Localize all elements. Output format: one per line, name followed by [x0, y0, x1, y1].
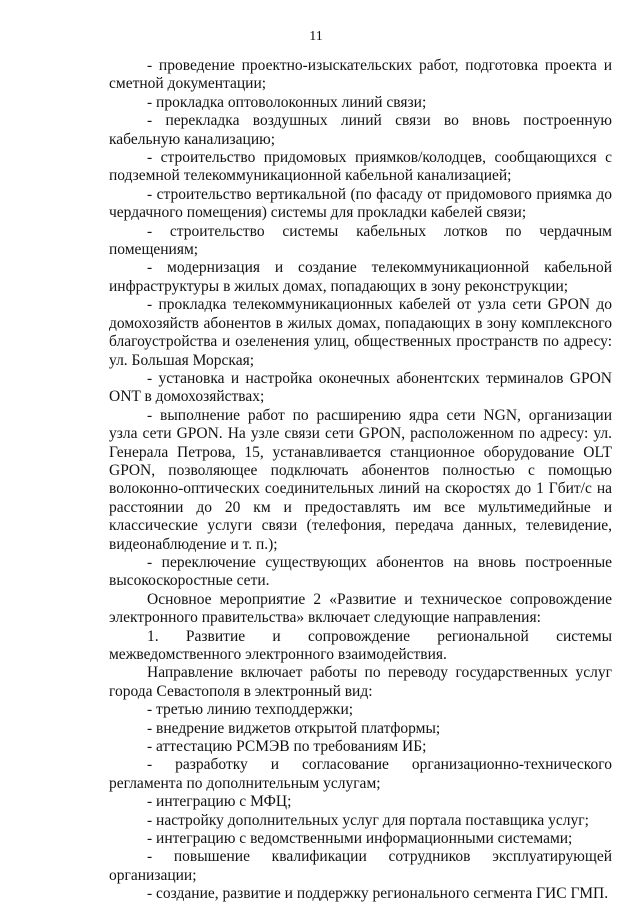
paragraph: - интеграцию с ведомственными информационными системами;	[147, 830, 573, 848]
paragraph: Основное мероприятие 2 «Развитие и техническое сопровождение электронного правительства» включает следующие направления:	[109, 590, 612, 627]
paragraph: - строительство придомовых приямков/колодцев, сообщающихся с подземной телекоммуникационной кабельной канализацией;	[109, 149, 612, 185]
paragraph: - аттестацию РСМЭВ по требованиям ИБ;	[147, 738, 427, 756]
paragraph: Направление включает работы по переводу государственных услуг города Севастополя в электронный вид:	[109, 664, 612, 700]
paragraph: - выполнение работ по расширению ядра сети NGN, организации узла сети GPON. На узле связи сети GPON, расположенном по адресу: ул. Генерала Петрова, 15, устанавливается станционное оборудование OLT GPON, позволяющее подключать абонентов полностью с помощью волоконно-оптических соединительных линий на скоростях до 1 Гбит/с на расстоянии до 20 км и предоставлять им все мультимедийные и классические услуги связи (телефония, передача данных, телевидение, видеонаблюдение и т. п.);	[109, 406, 612, 553]
paragraph: - переключение существующих абонентов на вновь построенные высокоскоростные сети.	[109, 553, 612, 590]
paragraph: - модернизация и создание телекоммуникационной кабельной инфраструктуры в жилых домах, попадающих в зону реконструкции;	[109, 259, 612, 295]
paragraph: - разработку и согласование организационно-технического регламента по дополнительным услугам;	[109, 756, 612, 792]
paragraph: 1. Развитие и сопровождение региональной системы межведомственного электронного взаимодействия.	[109, 627, 612, 663]
paragraph: - проведение проектно-изыскательских работ, подготовка проекта и сметной документации;	[109, 57, 612, 93]
paragraph: - настройку дополнительных услуг для портала поставщика услуг;	[147, 811, 589, 829]
document-body	[109, 57, 612, 904]
paragraph: - строительство вертикальной (по фасаду от придомового приямка до чердачного помещения) системы для прокладки кабелей связи;	[109, 185, 612, 222]
paragraph: - интеграцию с МФЦ;	[147, 793, 292, 811]
paragraph: - установка и настройка оконечных абонентских терминалов GPON ONT в домохозяйствах;	[109, 369, 612, 406]
paragraph: - внедрение виджетов открытой платформы;	[147, 719, 441, 737]
paragraph: - перекладка воздушных линий связи во вновь построенную кабельную канализацию;	[109, 112, 612, 148]
paragraph: - повышение квалификации сотрудников эксплуатирующей организации;	[109, 848, 612, 884]
paragraph: - третью линию техподдержки;	[147, 701, 354, 719]
paragraph: - прокладка оптоволоконных линий связи;	[147, 93, 427, 111]
page-number: 11	[309, 29, 323, 44]
paragraph: - создание, развитие и поддержку регионального сегмента ГИС ГМП.	[147, 885, 609, 903]
paragraph: - прокладка телекоммуникационных кабелей от узла сети GPON до домохозяйств абонентов в жилых домах, попадающих в зону комплексного благоустройства и озеленения улиц, общественных пространств по адресу: ул. Большая Морская;	[109, 296, 612, 369]
paragraph: - строительство системы кабельных лотков по чердачным помещениям;	[109, 222, 612, 259]
